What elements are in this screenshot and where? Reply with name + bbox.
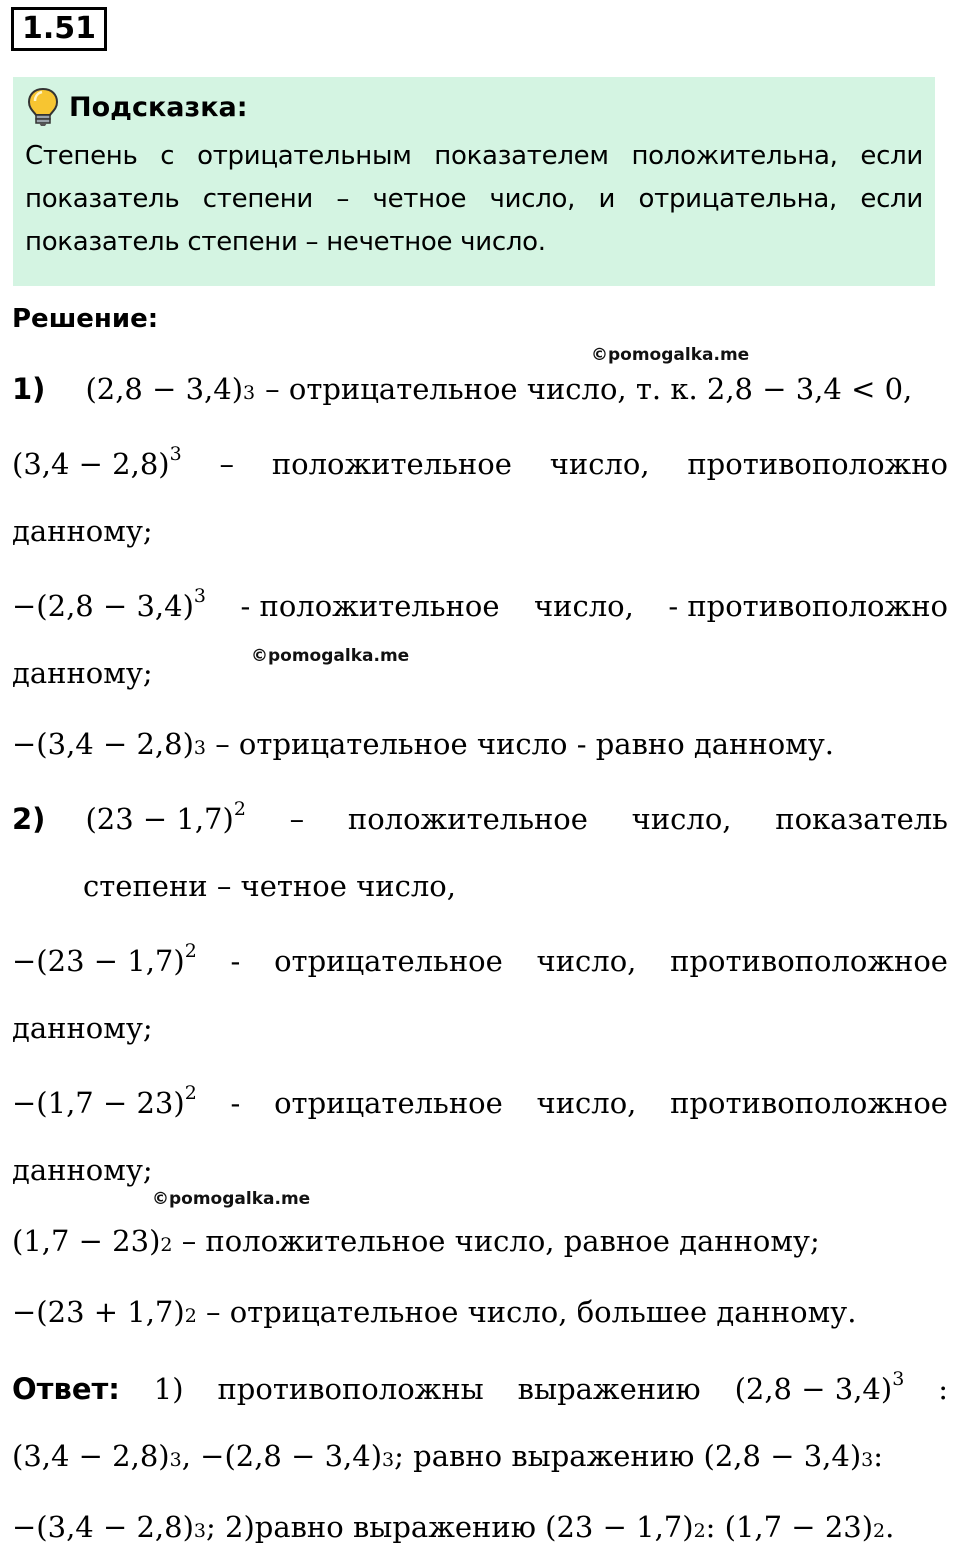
hint-title: Подсказка: [69, 91, 248, 123]
line-text: : [873, 1439, 884, 1473]
solution-heading: Решение: [12, 304, 159, 334]
line-text: : [705, 1510, 725, 1544]
line-word: противоположное [670, 1086, 948, 1120]
line-word: противоположно [687, 447, 948, 481]
line-word: число, [536, 1086, 637, 1120]
line-word: – [219, 447, 235, 481]
solution-line-14 [12, 1295, 948, 1329]
solution-line-3 [12, 514, 948, 548]
solution-line-7 [12, 798, 948, 836]
watermark: ©pomogalka.me [251, 646, 410, 666]
exponent: 3 [243, 382, 256, 404]
line-word: положительное [271, 447, 512, 481]
math-expression: (23 − 1,7) [545, 1510, 694, 1544]
hint-box [13, 77, 935, 286]
math-expression-group [12, 585, 206, 623]
math-expression: −(23 − 1,7) [12, 944, 185, 978]
line-word: 1) [153, 1372, 184, 1406]
exponent: 2 [184, 1305, 197, 1327]
math-expression: (2,8 − 3,4) [85, 372, 244, 406]
exponent: 3 [892, 1368, 905, 1390]
line-word: - противоположно [668, 589, 948, 623]
line-text: ; 2)равно выражению [206, 1510, 546, 1544]
math-expression: −(1,7 − 23) [12, 1086, 185, 1120]
line-text: . [885, 1510, 895, 1544]
math-expression-group [12, 1082, 197, 1120]
solution-line-6 [12, 727, 948, 761]
exponent: 3 [193, 1520, 206, 1542]
solution-line-8 [83, 869, 943, 903]
line-word: число, [549, 447, 650, 481]
line-word: отрицательное [274, 944, 503, 978]
math-expression-group [12, 443, 182, 481]
math-expression: (3,4 − 2,8) [12, 447, 170, 481]
solution-line-4 [12, 585, 948, 623]
math-expression: −(23 + 1,7) [12, 1295, 185, 1329]
math-expression: −(3,4 − 2,8) [12, 1510, 194, 1544]
math-expression: −(3,4 − 2,8) [12, 727, 194, 761]
exponent: 3 [169, 1449, 182, 1471]
line-text: – отрицательное число - равно данному. [206, 727, 835, 761]
line-word: выражению [517, 1372, 701, 1406]
line-word: число, [536, 944, 637, 978]
line-text: данному; [12, 656, 153, 690]
line-word: показатель [775, 802, 948, 836]
line-word: противоположны [217, 1372, 484, 1406]
exponent: 2 [160, 1234, 173, 1256]
math-expression-group [735, 1368, 905, 1406]
math-expression: (3,4 − 2,8) [12, 1439, 170, 1473]
line-text: ; равно выражению [394, 1439, 704, 1473]
exponent: 2 [233, 798, 246, 820]
math-expression: (1,7 − 23) [724, 1510, 874, 1544]
exponent: 3 [169, 443, 182, 465]
item-number: 1) [12, 372, 46, 406]
line-text: данному; [12, 1011, 153, 1045]
watermark: ©pomogalka.me [591, 345, 750, 365]
line-word: – [289, 802, 305, 836]
solution-line-11 [12, 1082, 948, 1120]
math-expression: (2,8 − 3,4) [703, 1439, 862, 1473]
math-expression: (2,8 − 3,4) [734, 1372, 893, 1406]
line-text: – положительное число, равное данному; [172, 1224, 820, 1258]
math-expression-group [12, 940, 197, 978]
line-word: : [938, 1372, 948, 1406]
line-text: степени – четное число, [83, 869, 456, 903]
task-number: 1.51 [11, 7, 107, 51]
exponent: 2 [184, 1082, 197, 1104]
math-expression-group [12, 798, 246, 836]
line-text: – отрицательное число, большее данному. [196, 1295, 857, 1329]
math-expression: (1,7 − 23) [12, 1224, 161, 1258]
solution-line-13 [12, 1224, 948, 1258]
line-word: отрицательное [274, 1086, 503, 1120]
line-word: число, [631, 802, 732, 836]
solution-line-2 [12, 443, 948, 481]
line-word: - [230, 1086, 241, 1120]
math-expression: −(2,8 − 3,4) [200, 1439, 383, 1473]
line-word: противоположное [670, 944, 948, 978]
line-text: – отрицательное число, т. к. 2,8 − 3,4 < 0, [265, 372, 913, 406]
exponent: 3 [861, 1449, 874, 1471]
math-expression: −(2,8 − 3,4) [12, 589, 194, 623]
hint-header [25, 85, 923, 129]
math-expression: (23 − 1,7) [85, 802, 234, 836]
line-word: число, [534, 589, 634, 623]
answer-line-3 [12, 1510, 948, 1544]
lightbulb-icon [25, 87, 61, 127]
exponent: 3 [193, 585, 206, 607]
exponent: 3 [193, 737, 206, 759]
hint-text: Степень с отрицательным показателем положительна, если показатель степени – четное число, и отрицательна, если показатель степени – нечетное число. [25, 141, 923, 257]
solution-line-12 [12, 1153, 948, 1187]
line-word: положительное [347, 802, 588, 836]
line-text: данному; [12, 514, 153, 548]
line-text: данному; [12, 1153, 153, 1187]
item-number: 2) [12, 802, 46, 836]
solution-line-1 [12, 372, 948, 406]
watermark: ©pomogalka.me [152, 1189, 311, 1209]
exponent: 2 [873, 1520, 886, 1542]
answer-line-1 [12, 1368, 948, 1406]
answer-label: Ответ: [12, 1372, 120, 1406]
exponent: 2 [693, 1520, 706, 1542]
solution-line-9 [12, 940, 948, 978]
line-word: - [230, 944, 241, 978]
exponent: 2 [184, 940, 197, 962]
line-word: - положительное [240, 589, 500, 623]
exponent: 3 [382, 1449, 395, 1471]
line-text: , [181, 1439, 201, 1473]
solution-line-10 [12, 1011, 948, 1045]
answer-line-2 [12, 1439, 948, 1473]
solution-line-5 [12, 656, 948, 690]
